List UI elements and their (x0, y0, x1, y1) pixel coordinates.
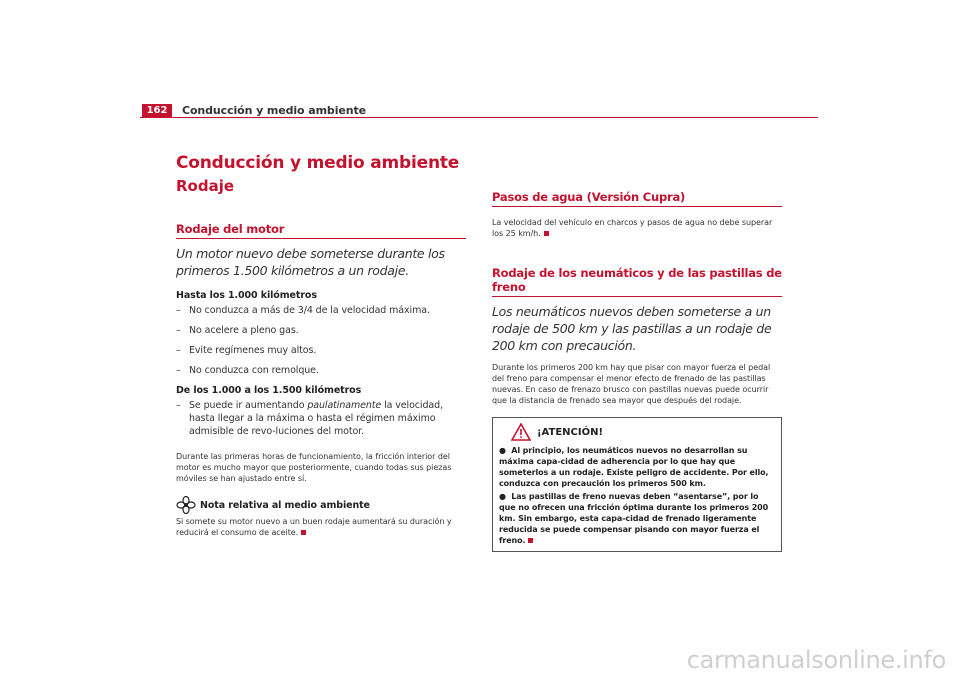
warning-item: ● Al principio, los neumáticos nuevos no desarrollan su máxima capa-cidad de adherencia por lo que hay que someterlos a un rodaje. Existe peligro de accidente. Por ello, conduzca con precaución los primeros 500 km. (499, 446, 769, 488)
bullet-icon: ● (499, 446, 506, 455)
chapter-title: Conducción y medio ambiente (176, 153, 460, 173)
subhead-pasos-agua: Pasos de agua (Versión Cupra) (492, 190, 782, 207)
list-item: – No acelere a pleno gas. (176, 325, 299, 336)
list-item: – No conduzca a más de 3/4 de la velocidad máxima. (176, 305, 430, 316)
lead-hasta-1000: Hasta los 1.000 kilómetros (176, 290, 317, 301)
page-number: 162 (142, 104, 172, 117)
list-item: – Se puede ir aumentando paulatinamente la velocidad, hasta llegar a la máxima o hasta el régimen máximo admisible de revo-luciones del motor. (176, 400, 443, 437)
warning-title: ¡ATENCIÓN! (537, 426, 604, 438)
end-of-section-icon (301, 530, 306, 535)
body-friccion: Durante las primeras horas de funcionamiento, la fricción interior del motor es mucho mayor que posteriormente, cuando todas sus piezas móviles se han ajustado entre sí. (176, 452, 452, 483)
body-pastillas: Durante los primeros 200 km hay que pisar con mayor fuerza el pedal del freno para compensar el menor efecto de frenado de las pastillas nuevas. En caso de frenazo brusco con pastillas nuevas puede ocurrir que la distancia de frenado sea mayor que después del rodaje. (492, 363, 771, 405)
warning-box (492, 417, 782, 552)
environment-note-text: Si somete su motor nuevo a un buen rodaje aumentará su duración y reducirá el consumo de aceite. (176, 517, 452, 537)
header-divider (140, 117, 818, 118)
list-item: – Evite regímenes muy altos. (176, 345, 317, 356)
running-title: Conducción y medio ambiente (182, 104, 366, 117)
environment-note-header (176, 496, 466, 514)
left-column (176, 222, 466, 538)
end-of-section-icon (544, 231, 549, 236)
warning-header (511, 423, 775, 441)
section-title: Rodaje (176, 177, 235, 195)
warning-triangle-icon (511, 423, 531, 441)
intro-neumaticos-pastillas: Los neumáticos nuevos deben someterse a un rodaje de 500 km y las pastillas a un rodaje de 200 km con precaución. (492, 304, 772, 353)
lead-1000-1500: De los 1.000 a los 1.500 kilómetros (176, 385, 362, 396)
watermark: carmanualsonline.info (686, 646, 946, 674)
body-pasos-agua: La velocidad del vehículo en charcos y pasos de agua no debe superar los 25 km/h. (492, 218, 773, 238)
subhead-rodaje-motor: Rodaje del motor (176, 222, 466, 239)
environment-note-title: Nota relativa al medio ambiente (200, 499, 370, 511)
flower-icon (176, 496, 196, 514)
end-of-section-icon (528, 538, 533, 543)
warning-item: ● Las pastillas de freno nuevas deben “asentarse”, por lo que no ofrecen una fricción óptima durante los primeros 200 km. Sin embargo, esta capa-cidad de frenado ligeramente reducida se puede compensar pisando con mayor fuerza el freno. (499, 492, 769, 545)
right-column (492, 190, 782, 552)
subhead-neumaticos-pastillas: Rodaje de los neumáticos y de las pastillas de freno (492, 266, 782, 297)
list-item: – No conduzca con remolque. (176, 365, 319, 376)
intro-rodaje-motor: Un motor nuevo debe someterse durante los primeros 1.500 kilómetros a un rodaje. (176, 246, 445, 278)
bullet-icon: ● (499, 492, 506, 501)
